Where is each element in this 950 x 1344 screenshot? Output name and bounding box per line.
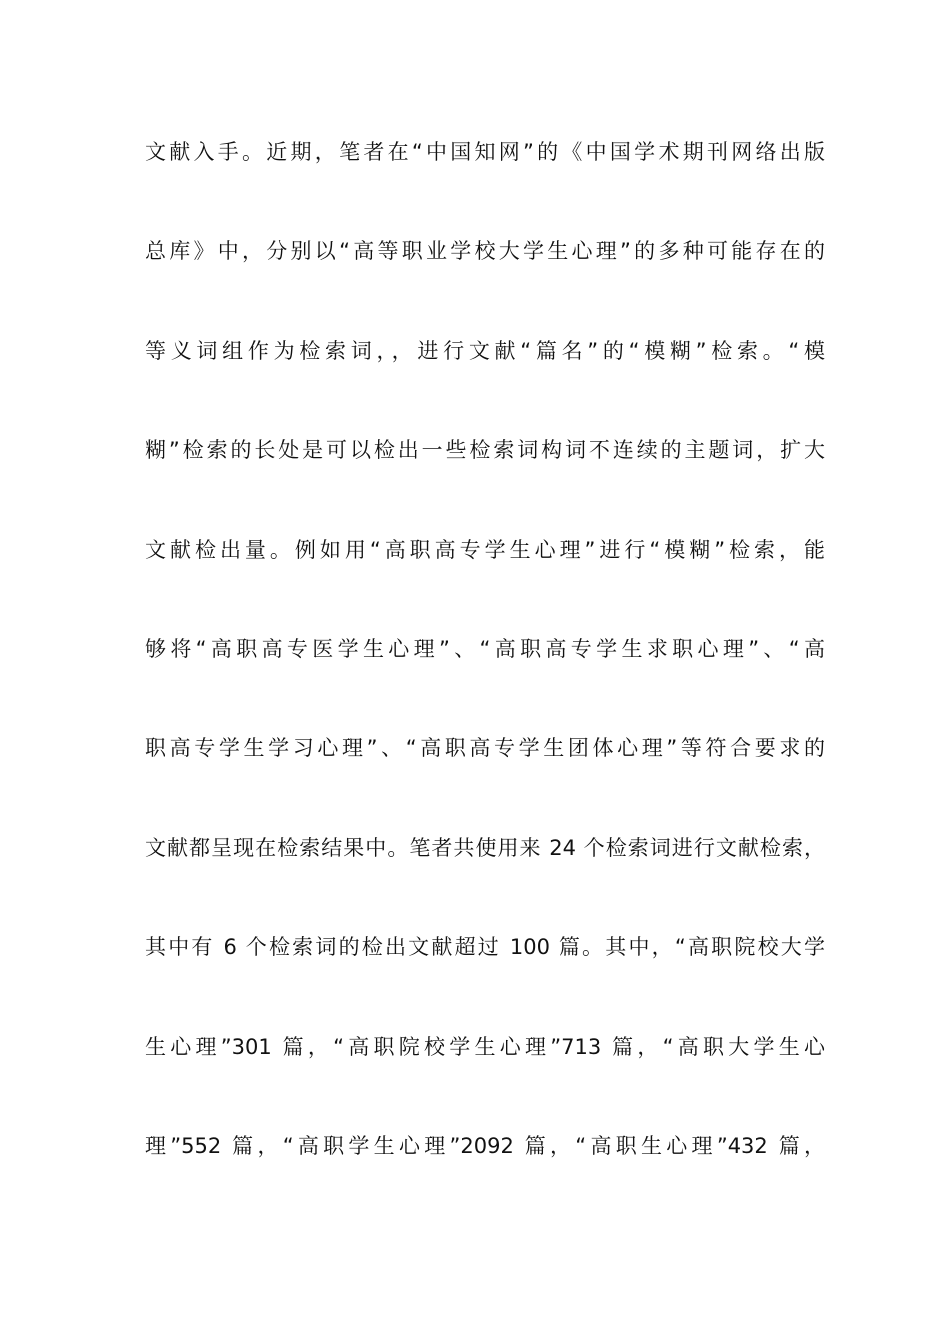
text-line-10: 生心理”301 篇，“高职院校学生心理”713 篇，“高职大学生心	[145, 1034, 825, 1059]
text-line-2: 总库》中，分别以“高等职业学校大学生心理”的多种可能存在的	[145, 239, 825, 264]
text-line-8: 文献都呈现在检索结果中。笔者共使用来 24 个检索词进行文献检索，	[145, 835, 825, 860]
text-line-1: 文献入手。近期，笔者在“中国知网”的《中国学术期刊网络出版	[145, 140, 825, 164]
body-text	[145, 130, 825, 1223]
text-line-7: 职高专学生学习心理”、“高职高专学生团体心理”等符合要求的	[145, 736, 825, 761]
text-line-6: 够将“高职高专医学生心理”、“高职高专学生求职心理”、“高	[145, 636, 825, 661]
text-line-5: 文献检出量。例如用“高职高专学生心理”进行“模糊”检索，能	[145, 537, 825, 562]
text-line-4: 糊”检索的长处是可以检出一些检索词构词不连续的主题词，扩大	[145, 438, 825, 463]
text-line-3: 等义词组作为检索词，，进行文献“篇名”的“模糊”检索。“模	[145, 338, 825, 363]
text-line-11: 理”552 篇，“高职学生心理”2092 篇，“高职生心理”432 篇，	[145, 1133, 825, 1158]
text-line-9: 其中有 6 个检索词的检出文献超过 100 篇。其中，“高职院校大学	[145, 935, 825, 960]
